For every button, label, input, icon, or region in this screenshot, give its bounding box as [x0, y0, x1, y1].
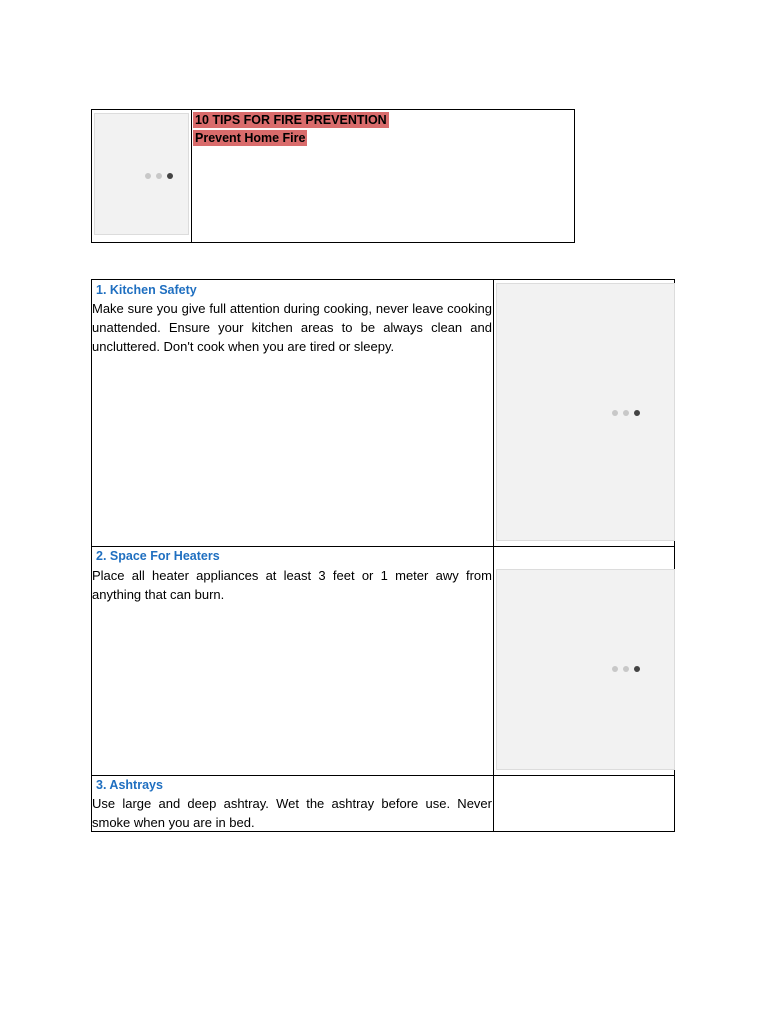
tip-body-kitchen-safety: Make sure you give full attention during cooking, never leave cooking unattended. Ensure your kitchen areas to be always clean and uncluttered. Don't cook when you are tired or sleepy.: [92, 301, 492, 354]
row-divider: [92, 546, 674, 547]
tip-heading-space-for-heaters: 2. Space For Heaters: [96, 549, 220, 563]
loading-dots-icon: [145, 173, 175, 179]
document-title: 10 TIPS FOR FIRE PREVENTION: [195, 113, 387, 127]
row-divider: [92, 775, 674, 776]
tips-table: [91, 279, 675, 832]
tip-body-space-for-heaters: Place all heater appliances at least 3 feet or 1 meter awy from anything that can burn.: [92, 568, 492, 602]
loading-dots-icon: [612, 666, 642, 672]
tip-image-placeholder: [496, 569, 675, 770]
header-divider: [191, 110, 192, 242]
tip-heading-kitchen-safety: 1. Kitchen Safety: [96, 283, 197, 297]
document-subtitle: Prevent Home Fire: [195, 131, 306, 145]
column-divider: [493, 280, 494, 831]
tip-body-ashtrays: Use large and deep ashtray. Wet the ashtray before use. Never smoke when you are in bed.: [92, 796, 492, 830]
tip-image-placeholder: [496, 283, 675, 541]
document-header-box: [91, 109, 575, 243]
loading-dots-icon: [612, 410, 642, 416]
header-image-placeholder: [94, 113, 189, 235]
tip-heading-ashtrays: 3. Ashtrays: [96, 778, 163, 792]
